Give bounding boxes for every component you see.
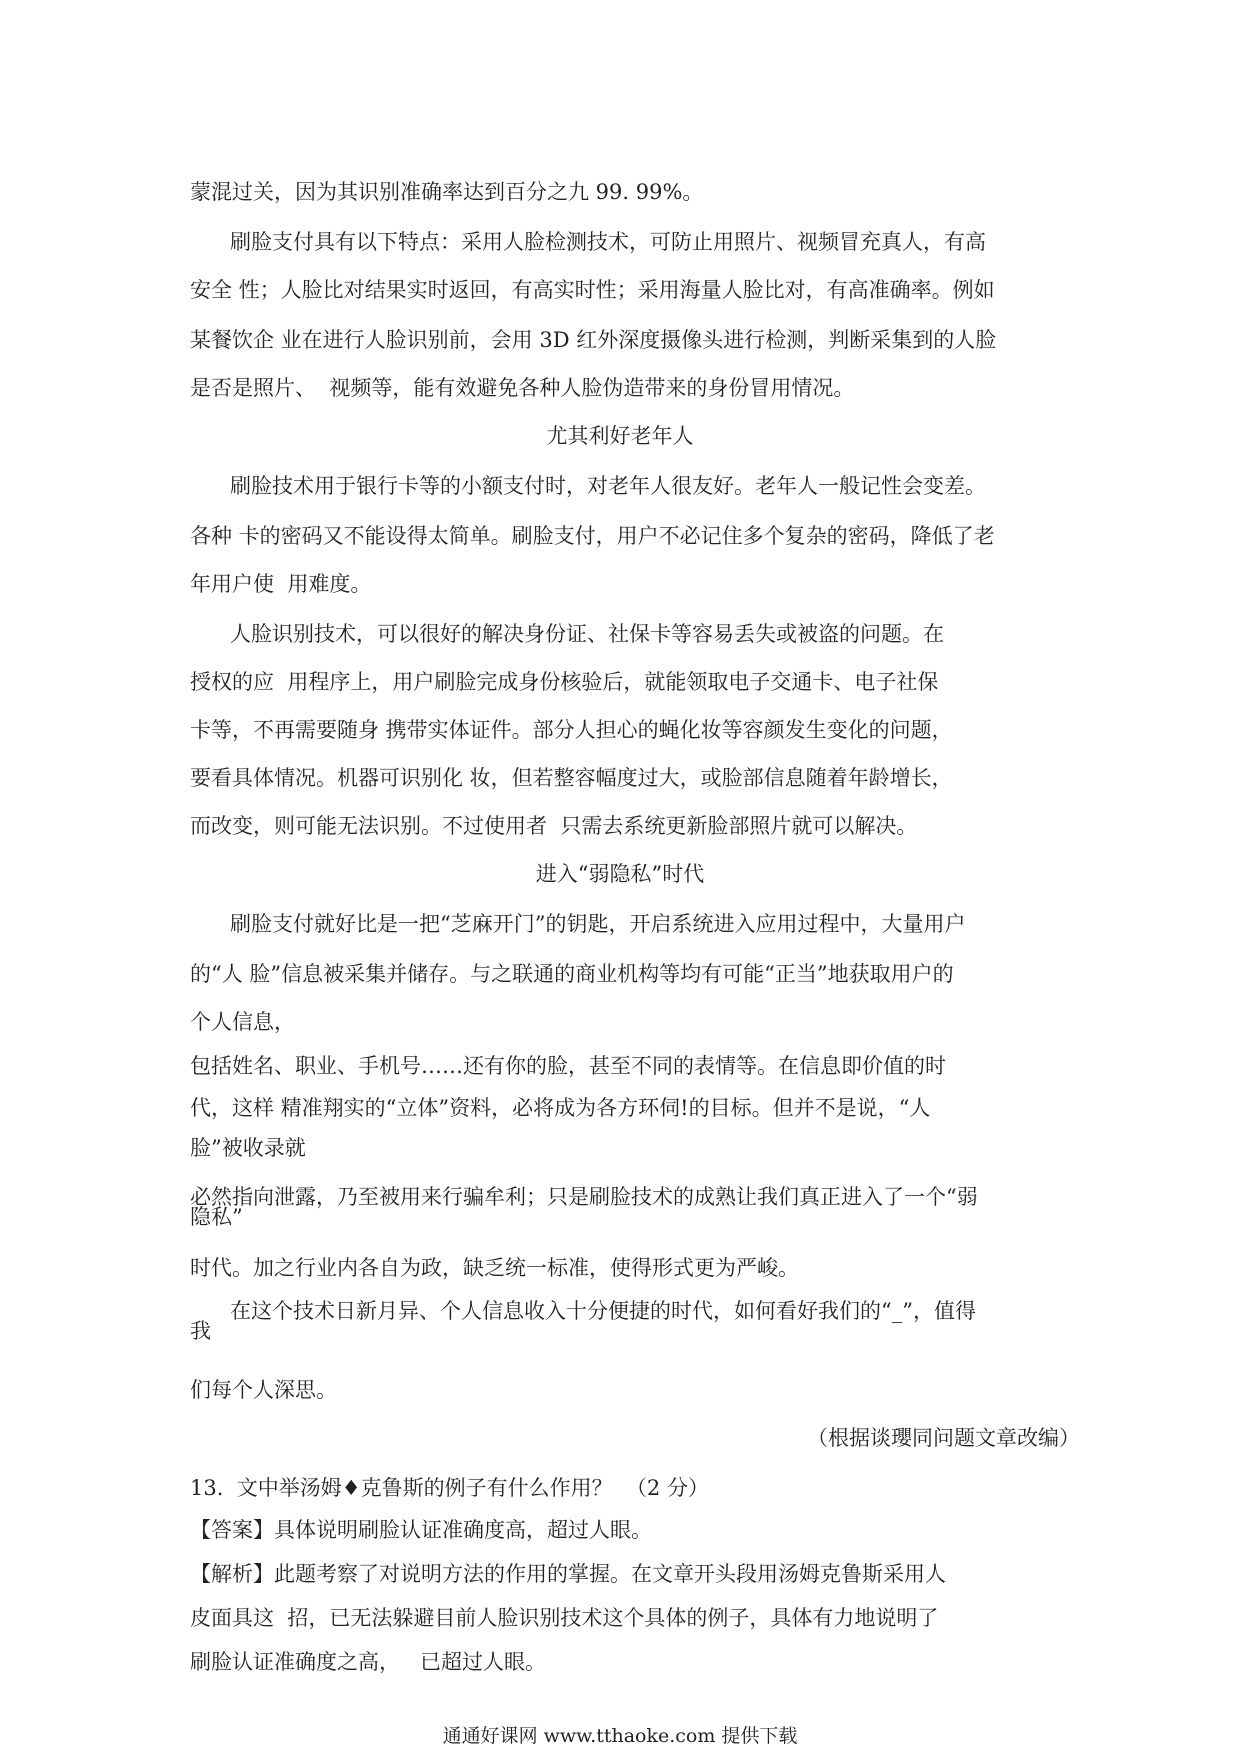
answer-line: 【答案】具体说明刷脸认证准确度高，超过人眼。 bbox=[190, 1518, 652, 1542]
body-line: 们每个人深思。 bbox=[190, 1378, 337, 1402]
section-heading: 尤其利好老年人 bbox=[546, 424, 694, 448]
body-line: 刷脸支付就好比是一把“芝麻开门”的钥匙，开启系统进入应用过程中，大量用户 bbox=[230, 912, 966, 936]
body-line: 授权的应 用程序上，用户刷脸完成身份核验后，就能领取电子交通卡、电子社保 bbox=[190, 670, 939, 694]
body-line: 在这个技术日新月异、个人信息收入十分便捷的时代，如何看好我们的“_”，值得 bbox=[230, 1299, 976, 1323]
body-line: 代，这样 精准翔实的“立体”资料，必将成为各方环伺!的目标。但并不是说，“人 bbox=[190, 1096, 931, 1120]
body-line: 包括姓名、职业、手机号……还有你的脸，甚至不同的表情等。在信息即价值的时 bbox=[190, 1054, 946, 1078]
body-line: 必然指向泄露，乃至被用来行骗牟利；只是刷脸技术的成熟让我们真正进入了一个“弱 bbox=[190, 1185, 978, 1209]
body-line: 刷脸技术用于银行卡等的小额支付时，对老年人很友好。老年人一般记性会变差。 bbox=[230, 474, 986, 498]
body-line: 安全 性；人脸比对结果实时返回，有高实时性；采用海量人脸比对，有高准确率。例如 bbox=[190, 278, 995, 302]
body-line: 而改变，则可能无法识别。不过使用者 只需去系统更新脸部照片就可以解决。 bbox=[190, 814, 918, 838]
body-line: 隐私” bbox=[190, 1205, 243, 1229]
body-line: 时代。加之行业内各自为政，缺乏统一标准，使得形式更为严峻。 bbox=[190, 1256, 799, 1280]
source-note: （根据谈瓔同问题文章改编） bbox=[807, 1426, 1080, 1450]
body-line: 刷脸支付具有以下特点：采用人脸检测技术，可防止用照片、视频冒充真人，有高 bbox=[230, 230, 986, 254]
body-line: 脸”被收录就 bbox=[190, 1136, 306, 1160]
body-line: 要看具体情况。机器可识别化 妆，但若整容幅度过大，或脸部信息随着年龄增长， bbox=[190, 766, 953, 790]
body-line: 是否是照片、 视频等，能有效避免各种人脸伪造带来的身份冒用情况。 bbox=[190, 376, 855, 400]
question-13: 13. 文中举汤姆♦克鲁斯的例子有什么作用？ （2 分） bbox=[190, 1476, 709, 1500]
explanation-line: 刷脸认证准确度之高， 已超过人眼。 bbox=[190, 1650, 547, 1674]
explanation-line: 皮面具这 招，已无法躲避目前人脸识别技术这个具体的例子，具体有力地说明了 bbox=[190, 1606, 939, 1630]
body-line: 各种 卡的密码又不能设得太简单。刷脸支付，用户不必记住多个复杂的密码，降低了老 bbox=[190, 524, 995, 548]
body-line: 卡等，不再需要随身 携带实体证件。部分人担心的蝇化妆等容颜发生变化的问题， bbox=[190, 718, 953, 742]
body-line: 年用户使 用难度。 bbox=[190, 572, 372, 596]
body-line: 某餐饮企 业在进行人脸识别前，会用 3D 红外深度摄像头进行检测，判断采集到的人脸 bbox=[190, 328, 997, 352]
body-line: 我 bbox=[190, 1319, 211, 1343]
body-line: 的“人 脸”信息被采集并储存。与之联通的商业机构等均有可能“正当”地获取用户的 bbox=[190, 962, 954, 986]
body-line: 个人信息， bbox=[190, 1010, 295, 1034]
body-line: 蒙混过关，因为其识别准确率达到百分之九 99. 99%。 bbox=[190, 180, 704, 204]
section-heading: 进入“弱隐私”时代 bbox=[535, 862, 705, 886]
page-footer: 通通好课网 www.tthaoke.com 提供下载 bbox=[442, 1725, 798, 1747]
body-line: 人脸识别技术，可以很好的解决身份证、社保卡等容易丢失或被盗的问题。在 bbox=[230, 622, 944, 646]
explanation-line: 【解析】此题考察了对说明方法的作用的掌握。在文章开头段用汤姆克鲁斯采用人 bbox=[190, 1562, 946, 1586]
